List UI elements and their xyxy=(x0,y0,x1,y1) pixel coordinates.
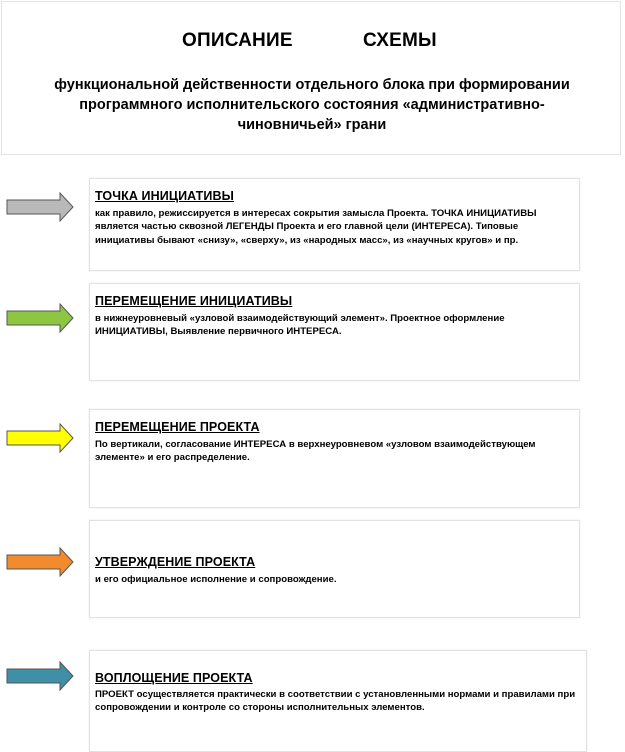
subtitle-line-3: чиновничьей» грани xyxy=(237,117,387,133)
arrow-icon-step-3 xyxy=(6,423,74,453)
step-title-3: ПЕРЕМЕЩЕНИЕ ПРОЕКТА xyxy=(95,420,260,434)
step-card-2 xyxy=(89,283,580,381)
arrow-shape-2 xyxy=(7,304,73,332)
step-title-5: ВОПЛОЩЕНИЕ ПРОЕКТА xyxy=(95,671,253,685)
arrow-icon-step-2 xyxy=(6,303,74,333)
page-subtitle xyxy=(12,75,612,135)
step-text-2: в нижнеуровневый «узловой взаимодействующий элемент». Проектное оформление ИНИЦИАТИВЫ, Выявление первичного ИНТЕРЕСА. xyxy=(95,313,505,338)
arrow-shape-3 xyxy=(7,424,73,452)
arrow-icon-step-4 xyxy=(6,547,74,577)
arrow-icon-step-1 xyxy=(6,192,74,222)
step-title-4: УТВЕРЖДЕНИЕ ПРОЕКТА xyxy=(95,555,256,569)
step-title-2: ПЕРЕМЕЩЕНИЕ ИНИЦИАТИВЫ xyxy=(95,294,293,308)
arrow-shape-4 xyxy=(7,548,73,576)
step-card-5 xyxy=(89,650,587,752)
title-word-scheme: СХЕМЫ xyxy=(363,30,437,51)
subtitle-line-1: функциональной действенности отдельного блока при формировании xyxy=(54,77,570,93)
title-word-description: ОПИСАНИЕ xyxy=(182,30,293,51)
step-card-4 xyxy=(89,520,580,618)
step-text-5: ПРОЕКТ осуществляется практически в соответствии с установленными нормами и правилами при сопровождении и контроле со стороны исполнительных элементов. xyxy=(95,689,576,714)
step-text-4: и его официальное исполнение и сопровождение. xyxy=(95,574,337,585)
subtitle-line-2: программного исполнительского состояния «административно- xyxy=(79,97,545,113)
step-text-3: По вертикали, согласование ИНТЕРЕСА в верхнеуровневом «узловом взаимодействующем элементе» и его распределение. xyxy=(95,439,536,464)
arrow-shape-5 xyxy=(7,662,73,690)
step-title-1: ТОЧКА ИНИЦИАТИВЫ xyxy=(95,189,234,203)
arrow-icon-step-5 xyxy=(6,661,74,691)
step-card-3 xyxy=(89,409,580,508)
step-card-1 xyxy=(89,178,580,271)
arrow-shape-1 xyxy=(7,193,73,221)
step-text-1: как правило, режиссируется в интересах сокрытия замысла Проекта. ТОЧКА ИНИЦИАТИВЫ является частью сквозной ЛЕГЕНДЫ Проекта и его главной цели (ИНТЕРЕСА). Типовые инициативы бывают «снизу», «сверху», из «народных масс», из «научных кругов» и пр. xyxy=(95,208,537,246)
header-box xyxy=(1,1,621,155)
